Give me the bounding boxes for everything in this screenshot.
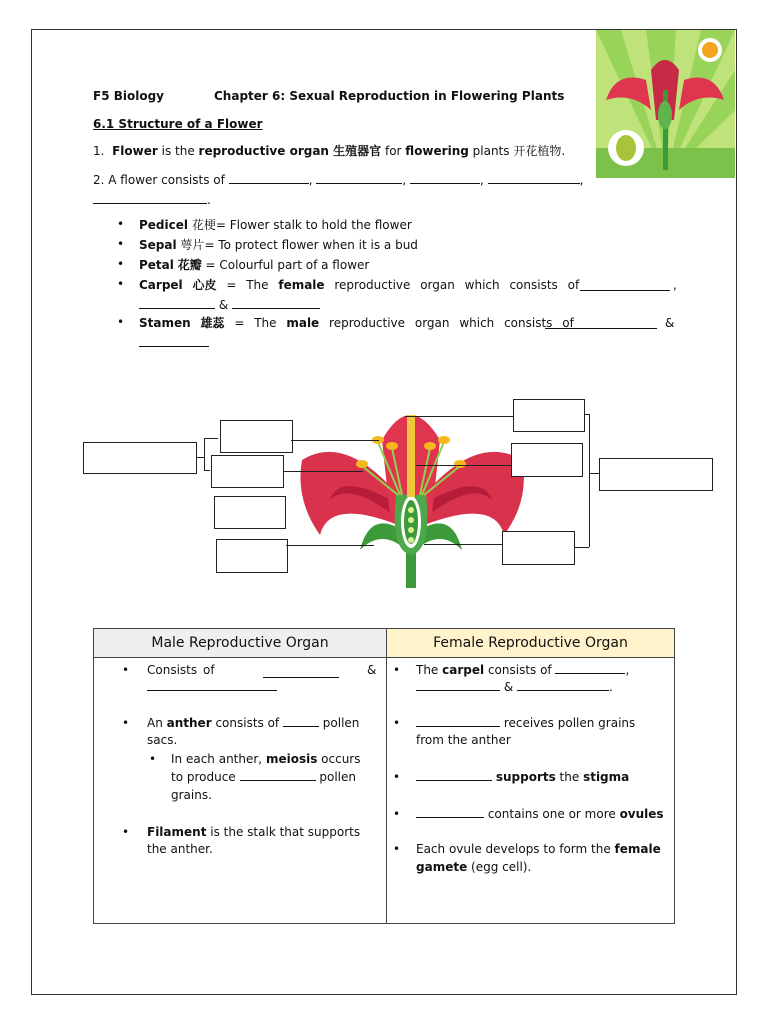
male-header: Male Reproductive Organ [94, 629, 387, 658]
part-petal: Petal 花瓣 = Colourful part of a flower [139, 258, 370, 272]
leader-line [291, 440, 379, 441]
bracket-line [589, 414, 590, 547]
label-box-sepal[interactable] [216, 539, 288, 573]
leader-line [424, 544, 502, 545]
question-2: 2. A flower consists of , , , , [93, 173, 584, 187]
leader-line [590, 473, 599, 474]
answer-blank[interactable] [229, 172, 309, 184]
label-box-petal[interactable] [214, 496, 286, 529]
answer-blank[interactable] [232, 297, 320, 309]
answer-blank[interactable] [283, 715, 319, 727]
answer-blank[interactable] [93, 192, 207, 204]
male-point-1: Consists of & [147, 663, 377, 677]
flower-diagram [290, 400, 534, 590]
part-carpel-cont: & [139, 297, 320, 313]
leader-line [416, 465, 511, 466]
answer-blank[interactable] [139, 297, 215, 309]
answer-blank[interactable] [555, 662, 625, 674]
label-box-stamen[interactable] [83, 442, 197, 474]
female-point-1: The carpel consists of , [416, 663, 630, 677]
answer-blank[interactable] [580, 279, 670, 291]
question-1: 1. Flower is the reproductive organ 生殖器官 for flowering plants 开花植物. [93, 144, 566, 158]
label-box-style[interactable] [511, 443, 583, 477]
section-title: 6.1 Structure of a Flower [93, 117, 263, 131]
chapter-title: Chapter 6: Sexual Reproduction in Flowering Plants [214, 89, 565, 103]
answer-blank[interactable] [410, 172, 480, 184]
bracket-line [204, 438, 205, 471]
male-column: • Consists of & • An anther consists of pollen sacs. • In each anther, meiosis occurs to produce pollen grains. • Filament is the stalk that supports the anther. [94, 658, 387, 924]
answer-blank[interactable] [240, 769, 316, 781]
answer-blank[interactable] [263, 666, 339, 678]
part-stamen: Stamen 雄蕊 = The male reproductive organ which consists of & [139, 316, 675, 330]
female-header: Female Reproductive Organ [387, 629, 675, 658]
answer-blank[interactable] [517, 679, 609, 691]
female-point-2: receives pollen grains [416, 715, 635, 732]
part-stamen-cont [139, 335, 209, 351]
leader-line [196, 457, 204, 458]
answer-blank[interactable] [545, 317, 657, 329]
question-2-cont: . [93, 192, 211, 208]
bracket-line [204, 438, 218, 439]
answer-blank[interactable] [416, 769, 492, 781]
label-box-anther[interactable] [220, 420, 293, 453]
part-carpel: Carpel 心皮 = The female reproductive organ which consists of , [139, 278, 677, 292]
answer-blank[interactable] [488, 172, 580, 184]
male-point-2: An anther consists of pollen [147, 716, 360, 730]
male-point-3: Filament is the stalk that supports [147, 825, 361, 839]
reproductive-organ-table [93, 628, 675, 924]
answer-blank[interactable] [139, 335, 209, 347]
female-point-3: supports the stigma [416, 769, 629, 786]
subject-label: F5 Biology [93, 89, 164, 103]
part-pedicel: Pedicel 花梗= Flower stalk to hold the flower [139, 218, 412, 232]
flower-clipart-image [596, 30, 735, 178]
answer-blank[interactable] [316, 172, 402, 184]
male-sub-point: In each anther, meiosis occurs [171, 752, 361, 766]
answer-blank[interactable] [147, 679, 277, 691]
label-box-stigma[interactable] [513, 399, 585, 432]
female-point-5: Each ovule develops to form the female [416, 842, 661, 856]
answer-blank[interactable] [416, 679, 500, 691]
leader-line [286, 545, 374, 546]
answer-blank[interactable] [416, 715, 500, 727]
bracket-line [574, 547, 589, 548]
female-column: • The carpel consists of , & . • receives pollen grains from the anther • supports the stigma • contains one or more ovules • Each ovule develops to form the female gamete (egg cell). [387, 658, 675, 924]
leader-line [283, 471, 363, 472]
label-box-filament[interactable] [211, 455, 284, 488]
label-box-carpel[interactable] [599, 458, 713, 491]
answer-blank[interactable] [416, 806, 484, 818]
part-sepal: Sepal 萼片= To protect flower when it is a bud [139, 238, 418, 252]
label-box-ovary[interactable] [502, 531, 575, 565]
leader-line [405, 416, 513, 417]
female-point-4: contains one or more ovules [416, 806, 664, 823]
bracket-line [204, 470, 210, 471]
